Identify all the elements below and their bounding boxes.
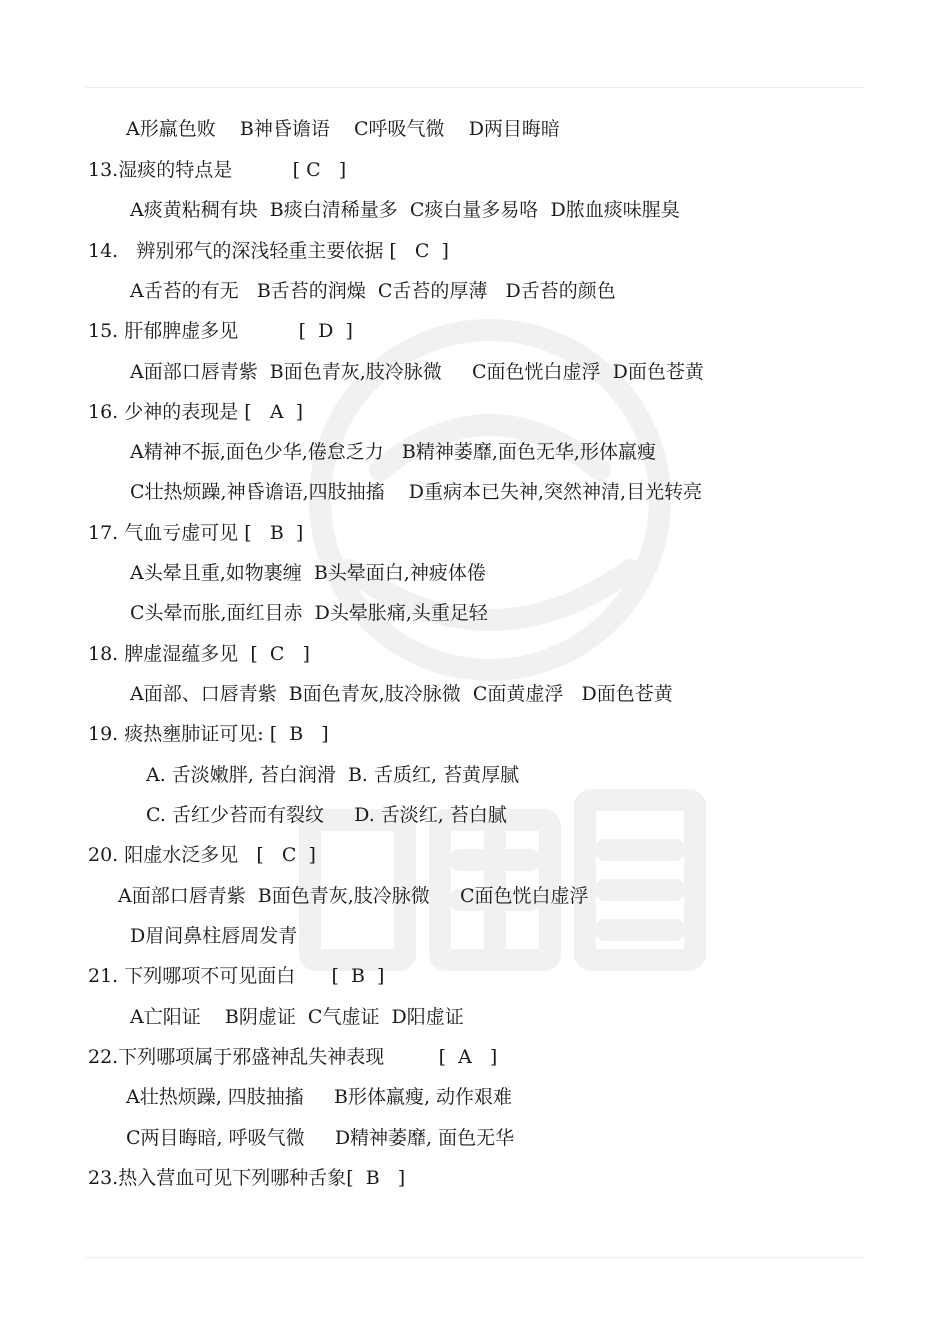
options-line-22a: A壮热烦躁, 四肢抽搐 B形体羸瘦, 动作艰难 [126, 1086, 513, 1108]
options-line-21: A亡阳证 B阴虚证 C气虚证 D阳虚证 [130, 1006, 464, 1028]
options-line-22b: C两目晦暗, 呼吸气微 D精神萎靡, 面色无华 [126, 1127, 515, 1149]
question-17: 17. 气血亏虚可见 [ B ] [88, 522, 304, 544]
options-line-14: A舌苔的有无 B舌苔的润燥 C舌苔的厚薄 D舌苔的颜色 [130, 280, 616, 302]
options-line-19b: C. 舌红少苔而有裂纹 D. 舌淡红, 苔白腻 [146, 804, 507, 826]
question-15: 15. 肝郁脾虚多见 [ D ] [88, 320, 353, 342]
options-line-18: A面部、口唇青紫 B面色青灰,肢冷脉微 C面黄虚浮 D面色苍黄 [130, 683, 673, 705]
question-22: 22.下列哪项属于邪盛神乱失神表现 [ A ] [88, 1046, 498, 1068]
question-18: 18. 脾虚湿蕴多见 [ C ] [88, 643, 310, 665]
question-23: 23.热入营血可见下列哪种舌象[ B ] [88, 1167, 406, 1189]
options-line-20b: D眉间鼻柱唇周发青 [130, 925, 298, 947]
question-19: 19. 痰热壅肺证可见: [ B ] [88, 723, 329, 745]
question-13: 13.湿痰的特点是 [ C ] [88, 159, 347, 181]
footer-rule [86, 1257, 864, 1258]
options-line-13: A痰黄粘稠有块 B痰白清稀量多 C痰白量多易咯 D脓血痰味腥臭 [130, 199, 680, 221]
options-line-17a: A头晕且重,如物裹缠 B头晕面白,神疲体倦 [130, 562, 486, 584]
options-line-17b: C头晕而胀,面红目赤 D头晕胀痛,头重足轻 [130, 602, 488, 624]
options-line-19a: A. 舌淡嫩胖, 苔白润滑 B. 舌质红, 苔黄厚腻 [146, 764, 520, 786]
options-line-16a: A精神不振,面色少华,倦怠乏力 B精神萎靡,面色无华,形体羸瘦 [130, 441, 656, 463]
question-21: 21. 下列哪项不可见面白 [ B ] [88, 965, 385, 987]
question-20: 20. 阳虚水泛多见 [ C ] [88, 844, 316, 866]
options-line-12: A形羸色败 B神昏谵语 C呼吸气微 D两目晦暗 [126, 118, 560, 140]
options-line-20a: A面部口唇青紫 B面色青灰,肢冷脉微 C面色恍白虚浮 [118, 885, 589, 907]
question-14: 14. 辨别邪气的深浅轻重主要依据 [ C ] [88, 240, 449, 262]
header-rule [86, 87, 864, 88]
options-line-15: A面部口唇青紫 B面色青灰,肢冷脉微 C面色恍白虚浮 D面色苍黄 [130, 361, 704, 383]
question-16: 16. 少神的表现是 [ A ] [88, 401, 304, 423]
options-line-16b: C壮热烦躁,神昏谵语,四肢抽搐 D重病本已失神,突然神清,目光转亮 [130, 481, 703, 503]
